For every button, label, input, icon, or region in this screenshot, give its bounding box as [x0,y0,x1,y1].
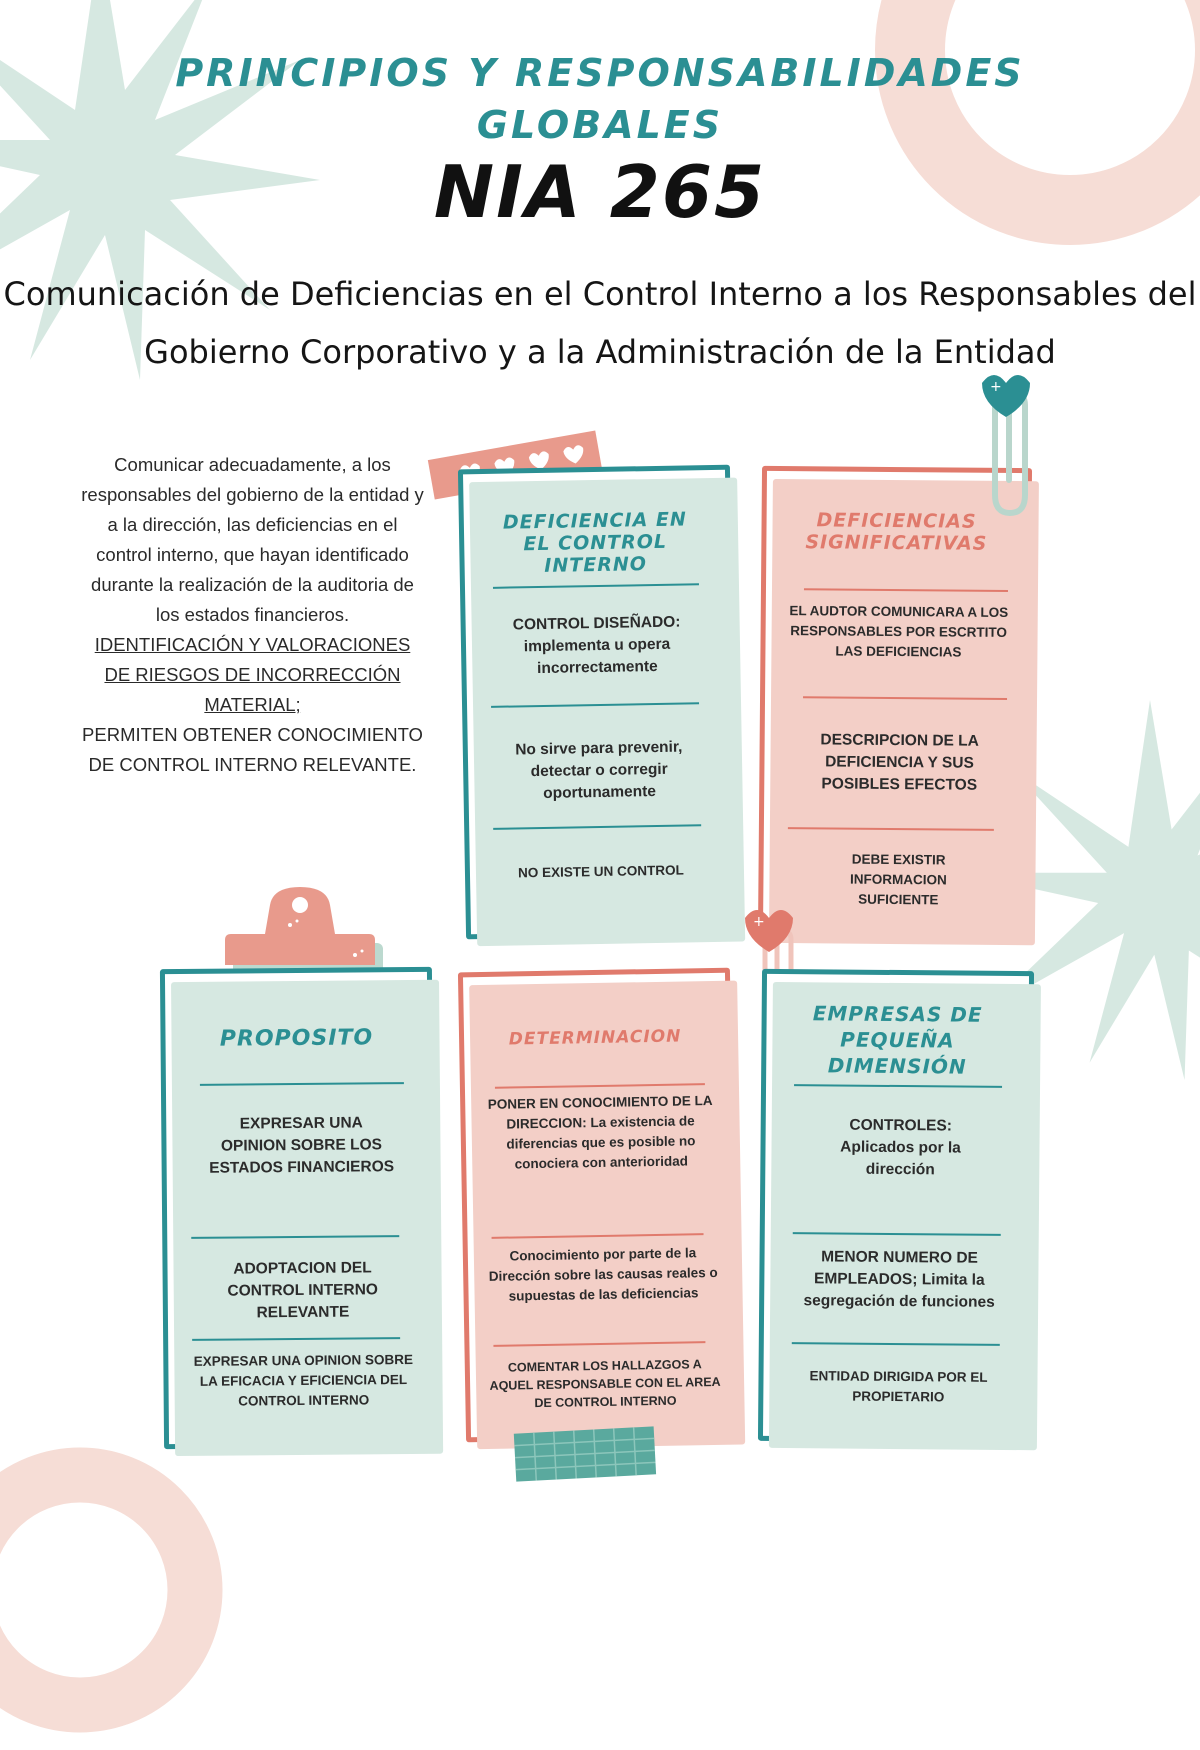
intro-tail: PERMITEN OBTENER CONOCIMIENTO DE CONTROL INTERNO RELEVANTE. [82,724,423,775]
intro-paragraph: Comunicar adecuadamente, a los responsables del gobierno de la entidad y a la dirección, las deficiencias en el control interno, que hayan identificado durante la realización de la auditoria de los estados financieros. [81,454,424,625]
card-item: COMENTAR LOS HALLAZGOS A AQUEL RESPONSABLE CON EL AREA DE CONTROL INTERNO [489,1357,721,1411]
card-title: DEFICIENCIAS SIGNIFICATIVAS [805,509,988,555]
card-item: Conocimiento por parte de la Dirección sobre las causas reales o supuestas de las deficiencias [488,1245,718,1304]
card-item: DESCRIPCION DE LA DEFICIENCIA Y SUS POSIBLES EFECTOS [820,731,979,794]
card-title: DETERMINACION [508,1026,682,1050]
card-item: CONTROL DISEÑADO: implementa u opera incorrectamente [512,613,681,678]
card-item: No sirve para prevenir, detectar o corregir oportunamente [515,738,683,802]
circle-ring-bottom-left-decoration [0,1430,240,1750]
svg-text:+: + [990,379,1002,395]
intro-underlined: IDENTIFICACIÓN Y VALORACIONES DE RIESGOS DE INCORRECCIÓN MATERIAL; [94,634,411,715]
card-determinacion [458,968,738,1443]
card-deficiencias-significativas [758,466,1032,938]
card-proposito [160,967,436,1449]
card-item: EL AUDTOR COMUNICARA A LOS RESPONSABLES POR ESCRTITO LAS DEFICIENCIAS [789,603,1009,660]
card-item: EXPRESAR UNA OPINION SOBRE LA EFICACIA Y EFICIENCIA DEL CONTROL INTERNO [193,1352,414,1409]
card-item: NO EXISTE UN CONTROL [517,862,684,881]
subtitle-line1: Comunicación de Deficiencias en el Control Interno a los Responsables del [3,275,1197,313]
card-title: EMPRESAS DE PEQUEÑA DIMENSIÓN [812,1001,983,1079]
card-title: DEFICIENCIA EN EL CONTROL INTERNO [502,508,687,577]
page-title-line2: GLOBALES [476,103,724,147]
intro-text [80,450,425,780]
nia-heading: NIA 265 [433,150,767,234]
card-item: ADOPTACION DEL CONTROL INTERNO RELEVANTE [227,1259,378,1322]
card-item: DEBE EXISTIR INFORMACION SUFICIENTE [850,851,947,908]
card-item: MENOR NUMERO DE EMPLEADOS; Limita la segregación de funciones [803,1248,995,1311]
svg-text:+: + [753,914,765,930]
paperclip-heart-decoration [960,365,1050,525]
washi-tape-grid-decoration [510,1420,660,1490]
page-title-line1: PRINCIPIOS Y RESPONSABILIDADES [175,51,1025,95]
card-title: PROPOSITO [219,1025,374,1052]
card-item: CONTROLES: Aplicados por la dirección [840,1116,961,1179]
card-deficiencia-control-interno [458,465,738,940]
subtitle-line2: Gobierno Corporativo y a la Administración de la Entidad [144,333,1056,371]
card-empresas-pequena-dimension [758,969,1034,1443]
card-item: EXPRESAR UNA OPINION SOBRE LOS ESTADOS FINANCIEROS [209,1114,395,1177]
card-item: ENTIDAD DIRIGIDA POR EL PROPIETARIO [809,1368,988,1405]
card-item: PONER EN CONOCIMIENTO DE LA DIRECCION: La existencia de diferencias que es posible no conociera con anterioridad [487,1092,713,1172]
